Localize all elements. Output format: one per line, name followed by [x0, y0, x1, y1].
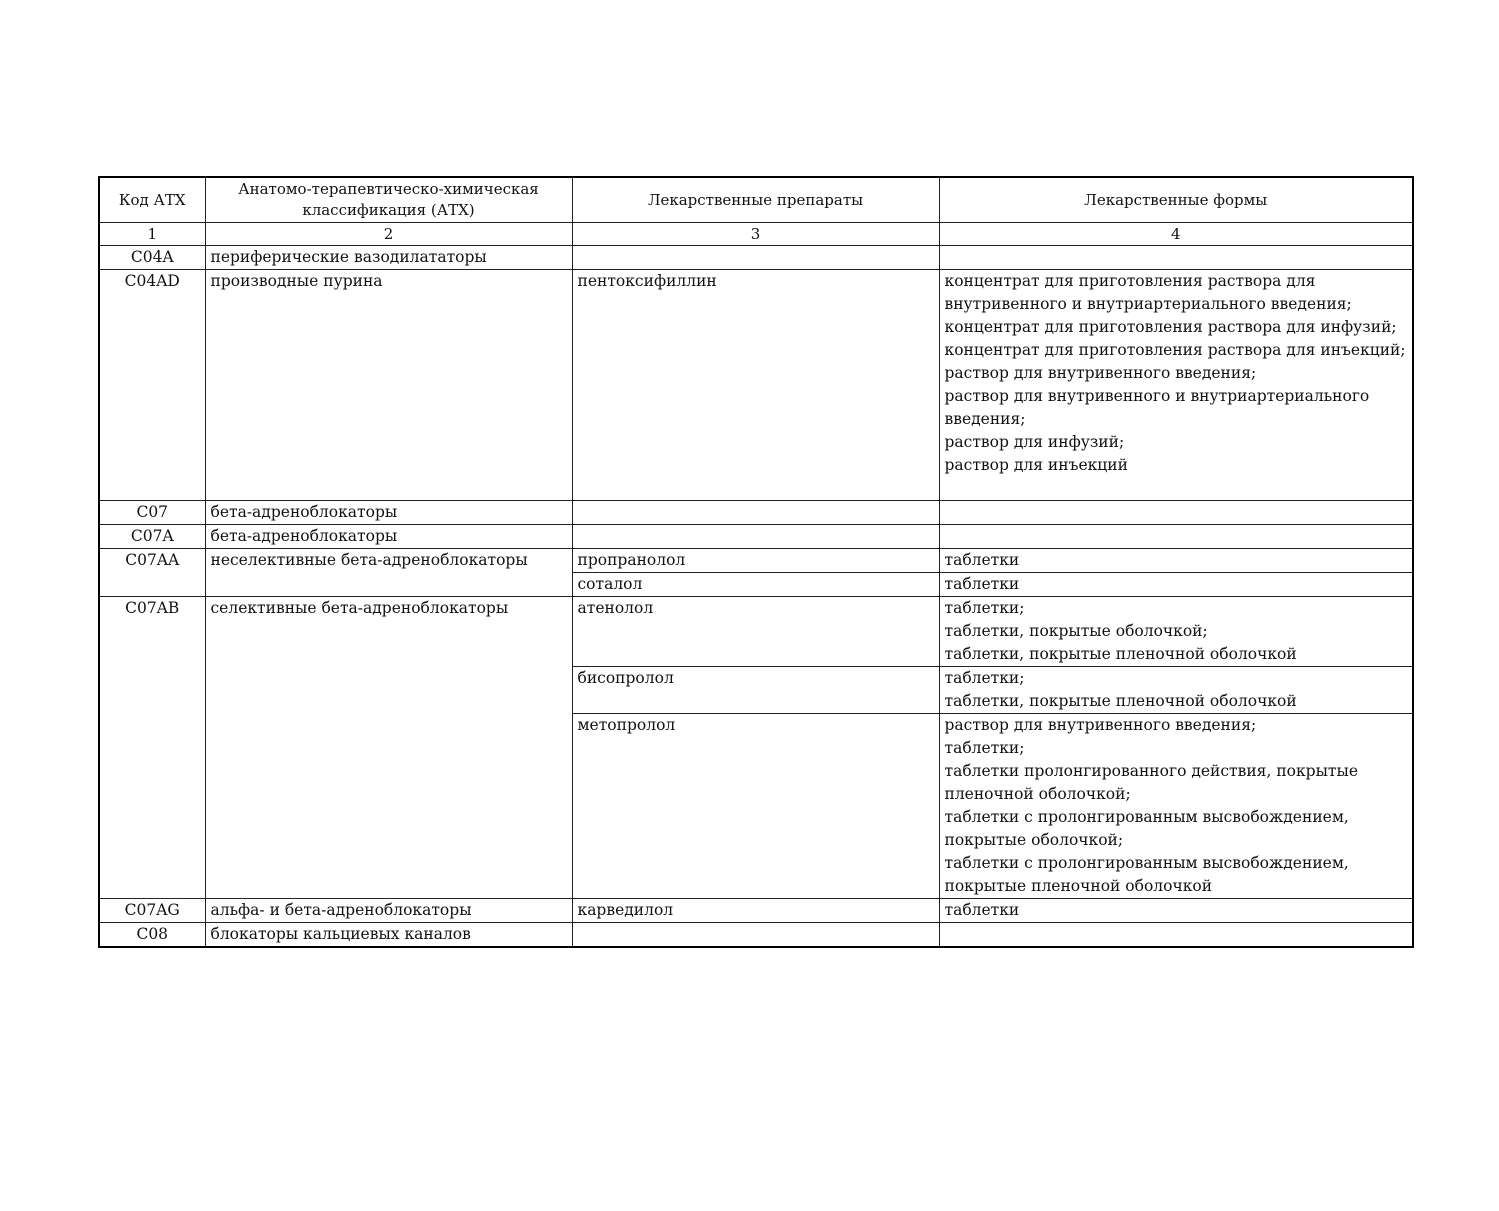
table-row [99, 923, 1413, 948]
table-row [99, 899, 1413, 923]
header-drugs: Лекарственные препараты [572, 177, 939, 223]
drug-name: атенолол [572, 597, 939, 667]
header-classification: Анатомо-терапевтическо-химическая классификация (АТХ) [205, 177, 572, 223]
drug-forms [939, 573, 1413, 597]
column-number: 4 [939, 223, 1413, 246]
atx-code: C04AD [99, 270, 205, 501]
drug-form: концентрат для приготовления раствора для инфузий; [944, 318, 1397, 336]
drug-forms [939, 525, 1413, 549]
drug-form: таблетки с пролонгированным высвобождением, покрытые пленочной оболочкой [944, 854, 1349, 895]
column-number: 1 [99, 223, 205, 246]
atx-classification: производные пурина [205, 270, 572, 501]
table-row [99, 525, 1413, 549]
drug-forms [939, 667, 1413, 714]
drug-name: метопролол [572, 714, 939, 899]
drug-forms [939, 270, 1413, 501]
column-number: 2 [205, 223, 572, 246]
atx-classification: блокаторы кальциевых каналов [205, 923, 572, 948]
atx-classification: альфа- и бета-адреноблокаторы [205, 899, 572, 923]
drug-form: таблетки [944, 551, 1020, 569]
atx-code: C07AA [99, 549, 205, 597]
drug-name [572, 501, 939, 525]
atx-code: C07 [99, 501, 205, 525]
drug-form: раствор для инъекций [944, 456, 1128, 474]
drug-form: таблетки; [944, 669, 1025, 687]
table-row [99, 597, 1413, 667]
drug-name [572, 923, 939, 948]
drug-form: концентрат для приготовления раствора для инъекций; [944, 341, 1406, 359]
drug-form: таблетки [944, 901, 1020, 919]
atx-code: C07AG [99, 899, 205, 923]
atx-classification: бета-адреноблокаторы [205, 501, 572, 525]
atx-code: C08 [99, 923, 205, 948]
drug-form: таблетки, покрытые пленочной оболочкой [944, 645, 1297, 663]
header-code: Код АТХ [99, 177, 205, 223]
drug-form: раствор для внутривенного и внутриартериального введения; [944, 387, 1370, 428]
drug-form: таблетки; [944, 599, 1025, 617]
drug-name: соталол [572, 573, 939, 597]
atx-classification: периферические вазодилататоры [205, 246, 572, 270]
atx-code: C07A [99, 525, 205, 549]
drug-forms [939, 714, 1413, 899]
drug-name: пропранолол [572, 549, 939, 573]
drug-name: бисопролол [572, 667, 939, 714]
header-forms: Лекарственные формы [939, 177, 1413, 223]
table-row [99, 246, 1413, 270]
drug-name: карведилол [572, 899, 939, 923]
drug-form: концентрат для приготовления раствора для внутривенного и внутриартериального введения; [944, 272, 1352, 313]
drug-form: раствор для внутривенного введения; [944, 716, 1257, 734]
atx-table [98, 176, 1414, 948]
table-row [99, 270, 1413, 501]
drug-forms [939, 246, 1413, 270]
atx-code: C07AB [99, 597, 205, 899]
drug-name [572, 246, 939, 270]
drug-form: раствор для инфузий; [944, 433, 1125, 451]
drug-forms [939, 899, 1413, 923]
drug-form: таблетки [944, 575, 1020, 593]
drug-form: таблетки, покрытые пленочной оболочкой [944, 692, 1297, 710]
drug-forms [939, 501, 1413, 525]
drug-form: таблетки пролонгированного действия, покрытые пленочной оболочкой; [944, 762, 1359, 803]
header-row [99, 177, 1413, 223]
column-number-row [99, 223, 1413, 246]
drug-form: раствор для внутривенного введения; [944, 364, 1257, 382]
column-number: 3 [572, 223, 939, 246]
drug-forms [939, 923, 1413, 948]
table-row [99, 501, 1413, 525]
drug-name [572, 525, 939, 549]
atx-code: C04A [99, 246, 205, 270]
drug-form: таблетки с пролонгированным высвобождением, покрытые оболочкой; [944, 808, 1349, 849]
drug-forms [939, 597, 1413, 667]
atx-classification: селективные бета-адреноблокаторы [205, 597, 572, 899]
atx-classification: бета-адреноблокаторы [205, 525, 572, 549]
drug-forms [939, 549, 1413, 573]
drug-form: таблетки; [944, 739, 1025, 757]
atx-classification: неселективные бета-адреноблокаторы [205, 549, 572, 597]
table-row [99, 549, 1413, 573]
drug-form: таблетки, покрытые оболочкой; [944, 622, 1208, 640]
drug-name: пентоксифиллин [572, 270, 939, 501]
